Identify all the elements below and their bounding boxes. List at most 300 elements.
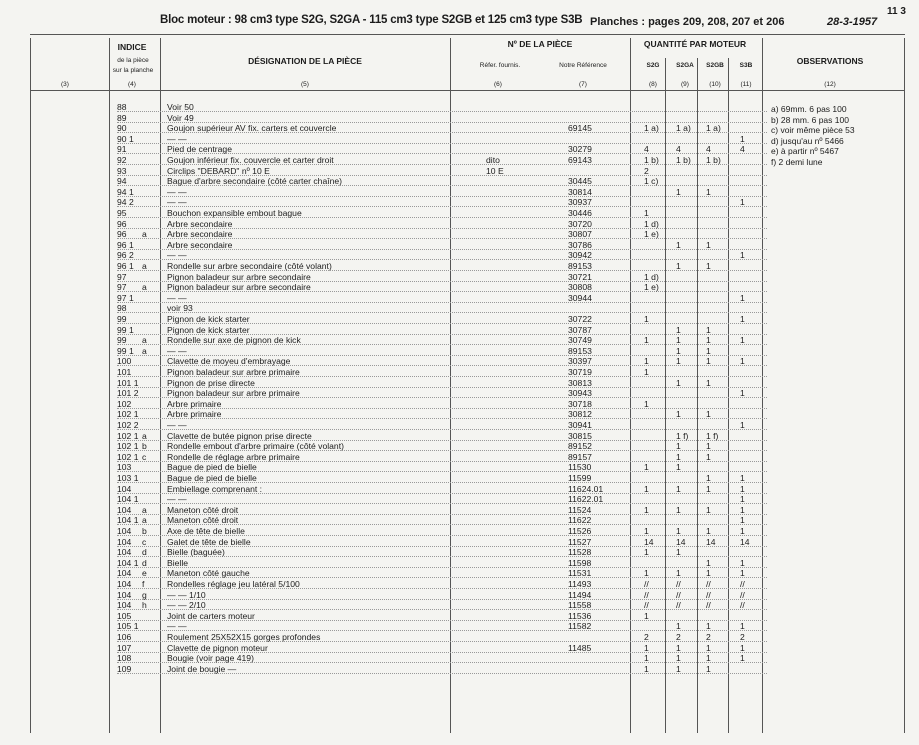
part-index: 107 xyxy=(117,642,132,653)
qty-s2ga: 1 a) xyxy=(676,123,691,134)
part-designation: Pignon de prise directe xyxy=(167,377,255,388)
table-row xyxy=(0,399,919,410)
qty-s2g: 14 xyxy=(644,536,654,547)
part-designation: Bague de pied de bielle xyxy=(167,462,257,473)
qty-s2ga: // xyxy=(676,600,681,611)
part-designation: Bielle (baguée) xyxy=(167,547,225,558)
qty-s2g: 4 xyxy=(644,144,649,155)
part-index: 103 1 xyxy=(117,473,139,483)
qty-s2gb: 1 xyxy=(706,642,711,653)
table-row xyxy=(0,208,919,219)
part-index: 96 1 xyxy=(117,239,134,250)
table-row xyxy=(0,441,919,452)
qty-s2ga: 1 xyxy=(676,621,681,632)
part-number: 30720 xyxy=(568,218,592,229)
table-row xyxy=(0,293,919,304)
table-row xyxy=(0,611,919,622)
qty-s2ga: 1 xyxy=(676,261,681,271)
qty-s2g: 2 xyxy=(644,165,649,176)
qty-s3b: 2 xyxy=(740,632,745,642)
qty-s2ga: 1 xyxy=(676,409,681,420)
part-index: 104 xyxy=(117,579,132,589)
part-designation: Voir 50 xyxy=(167,102,194,112)
part-number: 30786 xyxy=(568,239,592,250)
qty-s2ga: 2 xyxy=(676,632,681,642)
qty-s2g: // xyxy=(644,589,649,600)
document-date: 28-3-1957 xyxy=(827,16,878,28)
table-row xyxy=(0,664,919,675)
part-subindex: d xyxy=(142,547,147,558)
qty-s3b: // xyxy=(740,589,745,600)
part-number: 30814 xyxy=(568,186,592,197)
qty-s3b: 1 xyxy=(740,504,745,515)
part-designation: Pignon baladeur sur arbre primaire xyxy=(167,367,300,377)
part-number: 11599 xyxy=(568,473,592,483)
part-designation: — — xyxy=(167,621,187,632)
qty-s2ga: 1 xyxy=(676,324,681,335)
col-observations: OBSERVATIONS xyxy=(796,56,864,66)
part-index: 93 xyxy=(117,165,127,176)
qty-s2g: 2 xyxy=(644,632,649,642)
part-index: 91 xyxy=(117,144,127,155)
part-number: 11622 xyxy=(568,515,592,526)
qty-s2gb: 1 xyxy=(706,324,711,335)
part-designation: Rondelle de réglage arbre primaire xyxy=(167,451,300,462)
col-notre-ref: Notre Référence xyxy=(559,62,607,69)
col-ref-fourn: Réfer. fournis. xyxy=(479,62,521,69)
col-num-4: (4) xyxy=(128,81,136,88)
part-number: 11536 xyxy=(568,610,592,621)
part-subindex: g xyxy=(142,589,147,600)
table-row xyxy=(0,632,919,643)
qty-s3b: 1 xyxy=(740,197,745,208)
part-designation: Rondelle sur axe de pignon de kick xyxy=(167,335,301,346)
part-number: 11526 xyxy=(568,526,592,536)
part-subindex: e xyxy=(142,568,147,579)
qty-s2gb: 1 xyxy=(706,377,711,388)
part-designation: Goujon supérieur AV fix. carters et couvercle xyxy=(167,123,337,134)
part-number: 30807 xyxy=(568,229,592,240)
observation-note: c) voir même pièce 53 xyxy=(771,125,855,136)
part-designation: Arbre secondaire xyxy=(167,229,233,240)
part-number: 30721 xyxy=(568,271,592,282)
part-index: 102 2 xyxy=(117,420,139,430)
part-number: 30944 xyxy=(568,292,592,303)
part-number: 11528 xyxy=(568,547,592,558)
observation-note: d) jusqu'au nº 5466 xyxy=(771,135,844,146)
qty-s2gb: 1 xyxy=(706,663,711,674)
part-index: 96 xyxy=(117,218,127,229)
part-number: 11558 xyxy=(568,600,592,611)
qty-s3b: 1 xyxy=(740,356,745,367)
table-row xyxy=(0,166,919,177)
part-designation: — — xyxy=(167,494,187,505)
part-designation: Bougie (voir page 419) xyxy=(167,653,254,664)
col-num-11: (11) xyxy=(740,81,752,88)
qty-s2gb: 1 xyxy=(706,568,711,579)
part-number: 30941 xyxy=(568,420,592,430)
qty-s2gb: 1 xyxy=(706,345,711,356)
part-index: 99 1 xyxy=(117,345,134,356)
part-designation: — — xyxy=(167,345,187,356)
qty-s2g: 1 xyxy=(644,653,649,664)
part-number: 89153 xyxy=(568,261,592,271)
qty-s2ga: 1 xyxy=(676,483,681,494)
part-index: 102 1 xyxy=(117,441,139,452)
observation-note: f) 2 demi lune xyxy=(771,156,823,167)
qty-s3b: 1 xyxy=(740,526,745,536)
supplier-reference: dito xyxy=(486,155,500,165)
part-index: 94 2 xyxy=(117,197,134,208)
page-number: 11 3 xyxy=(887,6,906,17)
col-numero: Nº DE LA PIÈCE xyxy=(507,39,573,49)
col-s2g: S2G xyxy=(646,62,660,69)
part-designation: Bouchon expansible embout bague xyxy=(167,208,302,218)
part-subindex: a xyxy=(142,229,147,240)
part-index: 108 xyxy=(117,653,132,664)
qty-s3b: // xyxy=(740,579,745,589)
qty-s2gb: 1 xyxy=(706,261,711,271)
table-row xyxy=(0,335,919,346)
qty-s2g: 1 e) xyxy=(644,282,659,293)
qty-s2gb: 1 xyxy=(706,473,711,483)
col-num-7: (7) xyxy=(579,81,587,88)
qty-s3b: 1 xyxy=(740,515,745,526)
part-designation: Bague d'arbre secondaire (côté carter chaîne) xyxy=(167,176,343,187)
col-num-3: (3) xyxy=(61,81,69,88)
col-designation: DÉSIGNATION DE LA PIÈCE xyxy=(248,56,362,66)
qty-s2g: // xyxy=(644,579,649,589)
qty-s3b: 1 xyxy=(740,568,745,579)
part-designation: — — 1/10 xyxy=(167,589,206,600)
part-designation: Arbre primaire xyxy=(167,409,222,420)
table-row xyxy=(0,346,919,357)
part-index: 104 xyxy=(117,547,132,558)
part-index: 99 1 xyxy=(117,324,134,335)
part-designation: Clavette de pignon moteur xyxy=(167,642,268,653)
part-designation: — — 2/10 xyxy=(167,600,206,611)
part-index: 101 xyxy=(117,367,132,377)
part-subindex: f xyxy=(142,579,145,589)
qty-s2ga: 1 xyxy=(676,239,681,250)
table-row xyxy=(0,303,919,314)
part-designation: Rondelle sur arbre secondaire (côté volant) xyxy=(167,261,332,271)
col-indice-sub1: de la pièce xyxy=(117,57,149,64)
qty-s2gb: 1 a) xyxy=(706,123,721,134)
part-designation: Pignon baladeur sur arbre secondaire xyxy=(167,271,311,282)
part-number: 11524 xyxy=(568,504,592,515)
qty-s2g: 1 xyxy=(644,335,649,346)
table-row xyxy=(0,197,919,208)
part-subindex: h xyxy=(142,600,147,611)
qty-s2g: 1 xyxy=(644,208,649,218)
part-number: 11493 xyxy=(568,579,592,589)
part-number: 11622.01 xyxy=(568,494,604,505)
part-number: 30719 xyxy=(568,367,592,377)
part-subindex: c xyxy=(142,451,147,462)
part-number: 11527 xyxy=(568,536,592,547)
table-row xyxy=(0,388,919,399)
part-number: 30279 xyxy=(568,144,592,155)
part-index: 103 xyxy=(117,462,132,473)
qty-s2g: 1 xyxy=(644,314,649,324)
part-subindex: a xyxy=(142,261,147,271)
part-designation: — — xyxy=(167,250,187,261)
part-index: 94 xyxy=(117,176,127,187)
part-subindex: a xyxy=(142,430,147,441)
table-row xyxy=(0,378,919,389)
qty-s3b: 1 xyxy=(740,494,745,505)
qty-s2ga: 1 xyxy=(676,186,681,197)
table-row xyxy=(0,409,919,420)
part-designation: Bielle xyxy=(167,557,189,568)
part-index: 104 1 xyxy=(117,494,139,505)
part-designation: Rondelles réglage jeu latéral 5/100 xyxy=(167,579,300,589)
qty-s2ga: 1 xyxy=(676,526,681,536)
qty-s3b: 1 xyxy=(740,388,745,399)
qty-s2gb: 1 xyxy=(706,504,711,515)
part-index: 104 xyxy=(117,536,132,547)
table-row xyxy=(0,653,919,664)
table-row xyxy=(0,102,919,113)
part-index: 90 xyxy=(117,123,127,134)
part-index: 88 xyxy=(117,102,127,112)
qty-s2ga: 1 b) xyxy=(676,155,691,165)
part-designation: — — xyxy=(167,420,187,430)
qty-s2gb: 4 xyxy=(706,144,711,155)
table-row xyxy=(0,240,919,251)
part-designation: — — xyxy=(167,292,187,303)
part-designation: Maneton côté gauche xyxy=(167,568,250,579)
qty-s2gb: 1 xyxy=(706,356,711,367)
observation-note: a) 69mm. 6 pas 100 xyxy=(771,104,847,114)
table-row xyxy=(0,187,919,198)
col-num-10: (10) xyxy=(709,81,721,88)
col-num-8: (8) xyxy=(649,81,657,88)
part-designation: — — xyxy=(167,186,187,197)
part-index: 105 1 xyxy=(117,621,139,632)
table-row xyxy=(0,176,919,187)
qty-s2gb: 1 xyxy=(706,526,711,536)
qty-s2gb: // xyxy=(706,579,711,589)
table-row xyxy=(0,134,919,145)
part-designation: Axe de tête de bielle xyxy=(167,526,245,536)
qty-s2gb: 1 b) xyxy=(706,155,721,165)
part-index: 104 xyxy=(117,568,132,579)
part-number: 11582 xyxy=(568,621,592,632)
qty-s3b: 1 xyxy=(740,250,745,261)
table-row xyxy=(0,272,919,283)
part-designation: Clavette de moyeu d'embrayage xyxy=(167,356,291,367)
table-row xyxy=(0,229,919,240)
qty-s2gb: 1 xyxy=(706,335,711,346)
part-designation: Goujon inférieur fix. couvercle et carter droit xyxy=(167,155,334,165)
qty-s3b: 1 xyxy=(740,483,745,494)
part-designation: Roulement 25X52X15 gorges profondes xyxy=(167,632,321,642)
qty-s2g: // xyxy=(644,600,649,611)
qty-s2g: 1 xyxy=(644,547,649,558)
qty-s3b: 1 xyxy=(740,335,745,346)
qty-s2g: 1 xyxy=(644,462,649,473)
table-row xyxy=(0,579,919,590)
part-subindex: a xyxy=(142,515,147,526)
part-subindex: a xyxy=(142,282,147,293)
qty-s2g: 1 xyxy=(644,367,649,377)
part-index: 90 1 xyxy=(117,133,134,144)
part-designation: Maneton côté droit xyxy=(167,515,239,526)
qty-s2gb: 1 xyxy=(706,409,711,420)
table-row xyxy=(0,473,919,484)
col-num-12: (12) xyxy=(824,81,836,88)
col-s3b: S3B xyxy=(739,62,753,69)
qty-s3b: 1 xyxy=(740,314,745,324)
part-number: 69143 xyxy=(568,155,592,165)
qty-s2ga: 1 xyxy=(676,335,681,346)
part-index: 96 2 xyxy=(117,250,134,261)
table-row xyxy=(0,494,919,505)
qty-s2ga: 1 xyxy=(676,547,681,558)
qty-s2gb: 14 xyxy=(706,536,716,547)
table-top-rule xyxy=(30,34,905,35)
qty-s2ga: 1 xyxy=(676,504,681,515)
part-index: 104 xyxy=(117,526,132,536)
part-designation: Maneton côté droit xyxy=(167,504,239,515)
part-index: 104 xyxy=(117,504,132,515)
table-row xyxy=(0,621,919,632)
table-row xyxy=(0,600,919,611)
part-number: 11530 xyxy=(568,462,592,473)
part-number: 30808 xyxy=(568,282,592,293)
part-designation: Clavette de butée pignon prise directe xyxy=(167,430,312,441)
table-row xyxy=(0,590,919,601)
table-row xyxy=(0,484,919,495)
qty-s2ga: 1 xyxy=(676,451,681,462)
part-index: 99 xyxy=(117,335,127,346)
part-index: 97 1 xyxy=(117,292,134,303)
part-index: 96 1 xyxy=(117,261,134,271)
part-index: 95 xyxy=(117,208,127,218)
qty-s3b: 14 xyxy=(740,536,750,547)
part-subindex: d xyxy=(142,557,147,568)
table-row xyxy=(0,452,919,463)
qty-s2ga: 1 xyxy=(676,345,681,356)
part-number: 69145 xyxy=(568,123,592,134)
plates-reference: Planches : pages 209, 208, 207 et 206 xyxy=(590,16,785,28)
supplier-reference: 10 E xyxy=(486,165,504,176)
table-row xyxy=(0,547,919,558)
qty-s2ga: 1 xyxy=(676,462,681,473)
qty-s2ga: 1 xyxy=(676,663,681,674)
part-number: 89153 xyxy=(568,345,592,356)
qty-s2g: 1 xyxy=(644,504,649,515)
part-designation: Pignon de kick starter xyxy=(167,324,250,335)
qty-s2g: 1 xyxy=(644,483,649,494)
observation-note: b) 28 mm. 6 pas 100 xyxy=(771,114,849,125)
table-row xyxy=(0,314,919,325)
col-s2ga: S2GA xyxy=(676,62,694,69)
part-index: 92 xyxy=(117,155,127,165)
part-number: 30815 xyxy=(568,430,592,441)
observation-note: e) à partir nº 5467 xyxy=(771,146,839,157)
part-index: 105 xyxy=(117,610,132,621)
table-row xyxy=(0,155,919,166)
table-row xyxy=(0,219,919,230)
part-number: 30446 xyxy=(568,208,592,218)
qty-s2ga: 1 xyxy=(676,356,681,367)
qty-s3b: 1 xyxy=(740,473,745,483)
qty-s2g: 1 xyxy=(644,526,649,536)
table-row xyxy=(0,568,919,579)
part-index: 109 xyxy=(117,663,132,674)
part-index: 102 1 xyxy=(117,451,139,462)
qty-s3b: 4 xyxy=(740,144,745,155)
qty-s3b: 1 xyxy=(740,292,745,303)
part-number: 30787 xyxy=(568,324,592,335)
table-row xyxy=(0,250,919,261)
part-index: 94 1 xyxy=(117,186,134,197)
qty-s2ga: 1 f) xyxy=(676,430,689,441)
part-designation: Joint de carters moteur xyxy=(167,610,255,621)
part-index: 99 xyxy=(117,314,127,324)
qty-s2g: 1 xyxy=(644,642,649,653)
qty-s3b: 1 xyxy=(740,653,745,664)
qty-s2gb: // xyxy=(706,600,711,611)
part-index: 97 xyxy=(117,282,127,293)
table-row xyxy=(0,356,919,367)
qty-s2ga: 1 xyxy=(676,441,681,452)
qty-s2ga: // xyxy=(676,589,681,600)
part-index: 101 2 xyxy=(117,388,139,399)
table-row xyxy=(0,282,919,293)
part-index: 104 xyxy=(117,589,132,600)
part-index: 98 xyxy=(117,303,127,314)
qty-s2ga: 1 xyxy=(676,653,681,664)
table-row xyxy=(0,431,919,442)
part-designation: — — xyxy=(167,133,187,144)
part-designation: Arbre secondaire xyxy=(167,218,233,229)
part-designation: Circlips "DEBARD" nº 10 E xyxy=(167,165,270,176)
part-designation: Arbre primaire xyxy=(167,398,222,409)
qty-s2gb: 1 xyxy=(706,483,711,494)
qty-s2ga: 1 xyxy=(676,642,681,653)
qty-s2g: 1 b) xyxy=(644,155,659,165)
part-subindex: b xyxy=(142,526,147,536)
part-number: 30943 xyxy=(568,388,592,399)
qty-s3b: 1 xyxy=(740,420,745,430)
col-num-6: (6) xyxy=(494,81,502,88)
qty-s2g: 1 xyxy=(644,568,649,579)
col-num-9: (9) xyxy=(681,81,689,88)
part-index: 102 1 xyxy=(117,409,139,420)
table-row xyxy=(0,643,919,654)
qty-s2gb: 1 xyxy=(706,186,711,197)
part-number: 89152 xyxy=(568,441,592,452)
qty-s2ga: 4 xyxy=(676,144,681,155)
part-index: 102 1 xyxy=(117,430,139,441)
qty-s2gb: 1 xyxy=(706,441,711,452)
part-designation: — — xyxy=(167,197,187,208)
col-quantite: QUANTITÉ PAR MOTEUR xyxy=(643,39,747,49)
table-row xyxy=(0,515,919,526)
table-row xyxy=(0,261,919,272)
part-number: 30749 xyxy=(568,335,592,346)
part-subindex: b xyxy=(142,441,147,452)
part-designation: Embiellage comprenant : xyxy=(167,483,263,494)
table-header-rule xyxy=(30,90,905,91)
qty-s3b: 1 xyxy=(740,642,745,653)
part-designation: Voir 49 xyxy=(167,112,194,123)
qty-s2gb: 1 f) xyxy=(706,430,719,441)
